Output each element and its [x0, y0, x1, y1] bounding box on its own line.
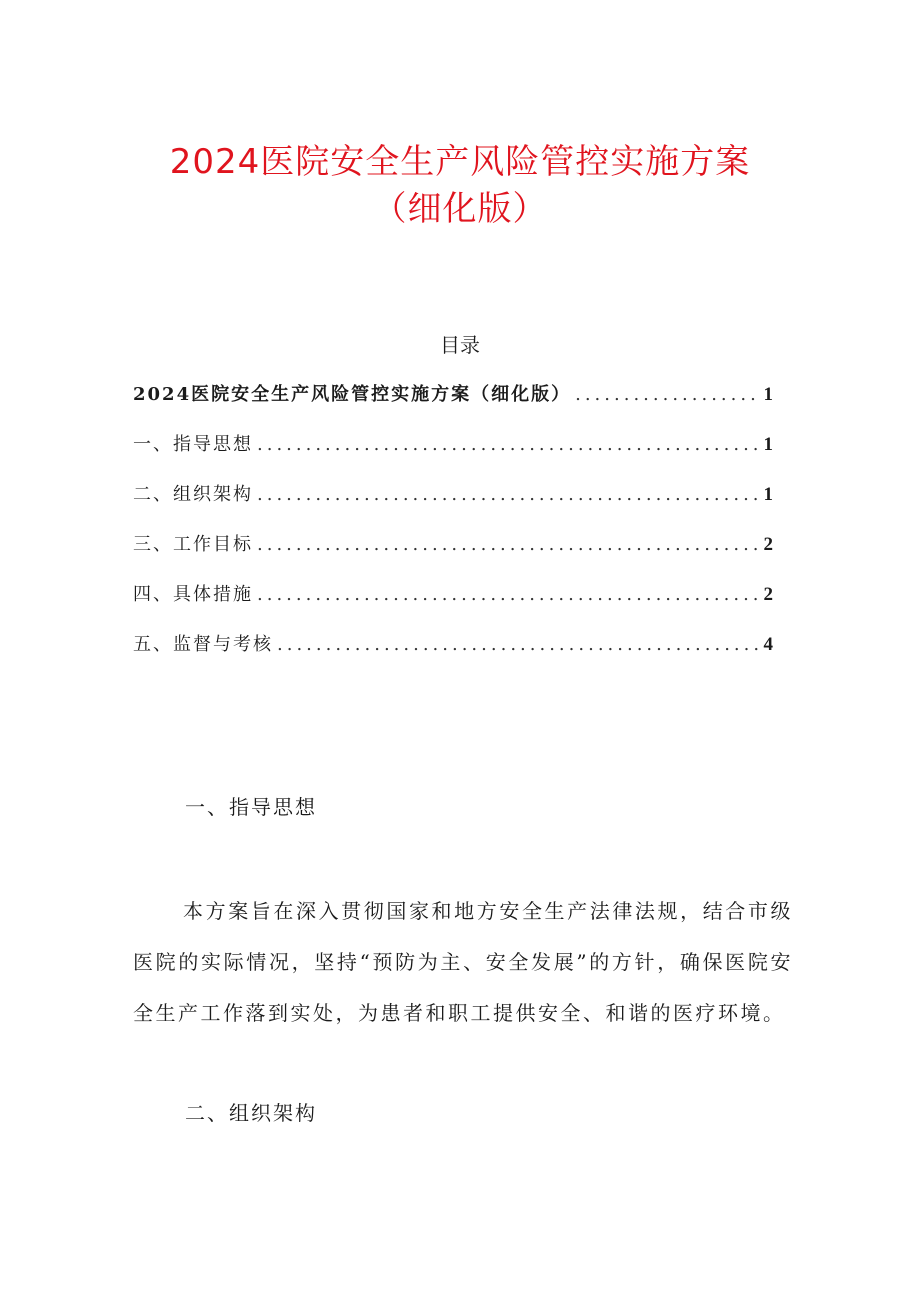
table-of-contents — [133, 380, 773, 680]
toc-entry-label: 四、具体措施 — [133, 584, 253, 605]
toc-leader-dots — [277, 630, 760, 660]
toc-leader-dots — [257, 430, 760, 460]
toc-entry-page: 4 — [763, 634, 773, 655]
toc-entry[interactable] — [133, 630, 773, 680]
toc-entry-label: 二、组织架构 — [133, 484, 253, 505]
toc-entry[interactable] — [133, 530, 773, 580]
body-paragraph: 本方案旨在深入贯彻国家和地方安全生产法律法规，结合市级医院的实际情况，坚持“预防为主、安全发展”的方针，确保医院安全生产工作落到实处，为患者和职工提供安全、和谐的医疗环境。 — [133, 899, 793, 1025]
toc-entry-page: 1 — [763, 434, 773, 455]
document-title-subtitle: （细化版） — [372, 189, 548, 229]
toc-entry[interactable] — [133, 380, 773, 430]
toc-entry-page: 1 — [763, 384, 773, 405]
toc-entry-label: 一、指导思想 — [133, 434, 253, 455]
toc-entry[interactable] — [133, 430, 773, 480]
toc-leader-dots — [257, 530, 760, 560]
toc-leader-dots — [257, 480, 760, 510]
toc-leader-dots — [575, 380, 759, 410]
toc-entry[interactable] — [133, 580, 773, 630]
toc-entry-label: 五、监督与考核 — [133, 634, 273, 655]
section-heading-guiding-ideology: 一、指导思想 — [185, 795, 317, 819]
toc-entry-label: 三、工作目标 — [133, 534, 253, 555]
toc-entry-page: 1 — [763, 484, 773, 505]
toc-entry[interactable] — [133, 480, 773, 530]
toc-entry-page: 2 — [763, 584, 773, 605]
toc-leader-dots — [257, 580, 760, 610]
section-heading-organization: 二、组织架构 — [185, 1101, 317, 1125]
document-title: 2024医院安全生产风险管控实施方案 — [169, 142, 751, 182]
toc-heading: 目录 — [440, 333, 480, 357]
toc-entry-page: 2 — [763, 534, 773, 555]
toc-entry-label: 2024医院安全生产风险管控实施方案（细化版） — [133, 384, 572, 405]
